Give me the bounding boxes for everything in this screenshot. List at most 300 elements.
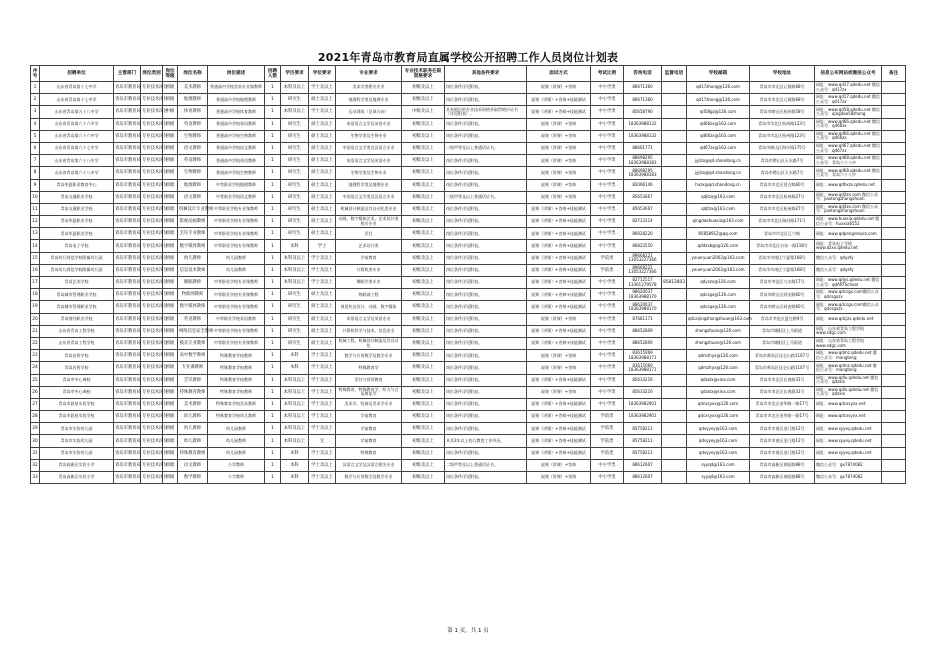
- table-row: [31, 313, 906, 325]
- table-cell: 中等职业学校地理教师: [208, 179, 265, 191]
- table-cell: 青岛市教育局: [114, 179, 141, 191]
- table-cell: 二级甲等及以上普通话证书。: [445, 459, 527, 471]
- table-cell: 青岛市中心聋校: [40, 374, 114, 386]
- table-cell: 幼儿园教师: [208, 423, 265, 435]
- table-cell: 青岛交通职业学校: [40, 191, 114, 203]
- table-cell: 1: [265, 435, 281, 447]
- table-cell: 说课（讲课）+答辩+技能测试: [527, 240, 591, 252]
- table-cell: 数学教师: [178, 472, 208, 484]
- table-cell: 学士及以上: [309, 411, 336, 423]
- table-cell: 岗位条件详见附表。: [445, 240, 527, 252]
- table-cell: 学士及以上: [309, 374, 336, 386]
- table-cell: 82712517 13361279578: [624, 277, 662, 289]
- table-cell: 说课（讲课）+答辩+技能测试: [527, 325, 591, 337]
- table-cell: 美术教师: [178, 398, 208, 410]
- table-cell: 中小学类: [591, 106, 624, 118]
- table-cell: 生物学类及生物专业: [336, 130, 402, 142]
- table-cell: 青岛市高新区春阳路88号: [750, 459, 815, 471]
- table-cell: 美术学、绘画及美术学专业: [336, 398, 402, 410]
- table-cell: 初级: [163, 289, 178, 301]
- table-cell: 硕士及以上: [309, 301, 336, 313]
- table-cell: 初级: [163, 228, 178, 240]
- table-cell: 具有相应的专业技术资格并取得相应证书（详见附表）。: [445, 106, 527, 118]
- table-cell: 1: [265, 289, 281, 301]
- table-cell: 88620037 18363988170: [624, 289, 662, 301]
- table-cell: 硕士及以上: [309, 94, 336, 106]
- table-cell: 初级: [163, 167, 178, 179]
- table-cell: 普通高中学校语文教师: [208, 142, 265, 154]
- table-cell: 岗位条件详见附表。: [445, 130, 527, 142]
- table-cell: 山东省青岛第六十六中学: [40, 118, 114, 130]
- table-cell: 微信公众号：gx7874082: [815, 472, 882, 484]
- table-cell: 1: [265, 142, 281, 154]
- table-cell: 美术教师: [178, 82, 208, 94]
- table-cell: [882, 411, 906, 423]
- table-cell: 青岛市市北区长春路31号: [750, 374, 815, 386]
- table-cell: 1: [265, 203, 281, 215]
- table-cell: [882, 325, 906, 337]
- table-cell: 说课（讲课）+答辩+技能测试: [527, 374, 591, 386]
- table-cell: qdcsgx@126.com: [687, 301, 750, 313]
- table-cell: 研究生: [281, 155, 309, 167]
- table-cell: 网址：www.qdjtzx.com 微信公众号：jiaotongzhongzhuan: [815, 203, 882, 215]
- table-cell: [662, 228, 687, 240]
- table-cell: 网址：www.syyey.qdedu.net: [815, 447, 882, 459]
- table-cell: 网络信息安全教师: [178, 325, 208, 337]
- table-cell: 岗位条件详见附表。: [445, 423, 527, 435]
- table-cell: [882, 228, 906, 240]
- table-cell: [882, 252, 906, 264]
- table-cell: 青岛高新区实验小学: [40, 459, 114, 471]
- table-cell: 中小学类: [591, 203, 624, 215]
- table-cell: 88620037 18363988170: [624, 301, 662, 313]
- table-cell: 初级: [163, 240, 178, 252]
- table-cell: 18363982901: [624, 411, 662, 423]
- table-cell: 青岛市教育局: [114, 106, 141, 118]
- table-cell: 88612607: [624, 472, 662, 484]
- table-cell: 初级: [163, 82, 178, 94]
- table-cell: 中小学类: [591, 82, 624, 94]
- column-header: 学位要求: [309, 66, 336, 82]
- table-cell: 1: [265, 277, 281, 289]
- table-cell: 学士及以上: [309, 447, 336, 459]
- header-row: [31, 66, 906, 82]
- table-cell: 学前类: [591, 411, 624, 423]
- table-cell: 网址：www.qdys.qdedu.net 微信公众号：qdARTSchool: [815, 277, 882, 289]
- table-cell: 岗位条件详见附表。: [445, 374, 527, 386]
- table-cell: 初级及以上: [402, 350, 445, 362]
- table-cell: 特殊教育教师: [178, 386, 208, 398]
- table-cell: [882, 130, 906, 142]
- table-cell: [882, 447, 906, 459]
- table-cell: zhongzhuan@126.com: [687, 337, 750, 349]
- table-cell: 青岛市实验幼儿园: [40, 423, 114, 435]
- table-cell: 初级: [163, 264, 178, 276]
- table-cell: 青岛市教育局: [114, 411, 141, 423]
- table-row: [31, 94, 906, 106]
- table-cell: 学士及以上: [309, 82, 336, 94]
- table-cell: 说课（讲课）+答辩+技能测试: [527, 228, 591, 240]
- table-cell: 初级: [163, 362, 178, 374]
- table-cell: 青岛城市管理职业学校: [40, 289, 114, 301]
- table-cell: 青岛幼儿师范学校附属幼儿园: [40, 264, 114, 276]
- table-cell: 学士及以上: [309, 106, 336, 118]
- table-cell: 动画、数字媒体艺术、艺术设计类相关专业: [336, 216, 402, 228]
- table-cell: 20: [31, 313, 40, 325]
- table-cell: 语文教师: [178, 459, 208, 471]
- table-cell: 说课（讲课）+答辩: [527, 459, 591, 471]
- table-cell: qdsyyey@163.com: [687, 435, 750, 447]
- table-cell: 网址：www.qd68.qdedu.net 微信公众号：青岛六十八中: [815, 155, 882, 167]
- table-cell: 岗位条件详见附表。: [445, 472, 527, 484]
- table-cell: [662, 447, 687, 459]
- table-cell: 本科: [281, 472, 309, 484]
- table-cell: [882, 94, 906, 106]
- table-cell: 岗位条件详见附表。: [445, 350, 527, 362]
- table-cell: 专业技术岗位: [141, 191, 163, 203]
- table-cell: 青岛市教育局: [114, 313, 141, 325]
- table-cell: 初级及以上: [402, 301, 445, 313]
- table-cell: 说课（讲课）+答辩+技能测试: [527, 411, 591, 423]
- table-cell: 计算机类专业: [336, 264, 402, 276]
- table-cell: 1: [265, 313, 281, 325]
- table-cell: 初级及以上: [402, 277, 445, 289]
- table-cell: 地理科学类及地理专业: [336, 94, 402, 106]
- table-cell: 初级: [163, 313, 178, 325]
- table-cell: 本科及以上: [281, 423, 309, 435]
- table-cell: 青岛艺术学校: [40, 277, 114, 289]
- table-cell: qd17zhong@126.com: [687, 94, 750, 106]
- table-cell: 学士及以上: [309, 362, 336, 374]
- table-cell: 青岛市崂山区天水路7号: [750, 155, 815, 167]
- table-cell: 中小学类: [591, 179, 624, 191]
- table-cell: qd17zhong@126.com: [687, 82, 750, 94]
- table-cell: 初级: [163, 301, 178, 313]
- table-cell: 21: [31, 325, 40, 337]
- table-cell: 中小学类: [591, 94, 624, 106]
- table-cell: 中等职业学校专业课教师: [208, 228, 265, 240]
- table-cell: 青岛市教育局: [114, 423, 141, 435]
- table-cell: 专业技术岗位: [141, 472, 163, 484]
- table-cell: 幼儿教师: [178, 411, 208, 423]
- table-cell: 青岛市教育局: [114, 472, 141, 484]
- table-cell: 专业技术岗位: [141, 398, 163, 410]
- table-cell: 网址：www.qdpengrenpro.com: [815, 228, 882, 240]
- table-cell: 说课（讲课）+答辩+技能测试: [527, 423, 591, 435]
- table-cell: 岗位条件详见附表。: [445, 337, 527, 349]
- table-cell: 初级及以上: [402, 179, 445, 191]
- table-cell: 青岛市李沧区夏庄路9号: [750, 313, 815, 325]
- table-cell: [662, 264, 687, 276]
- table-cell: 初级: [163, 472, 178, 484]
- table-cell: 初级: [163, 398, 178, 410]
- column-header: 面试方式: [527, 66, 591, 82]
- table-cell: 1: [265, 447, 281, 459]
- table-cell: 专业技术岗位: [141, 289, 163, 301]
- table-cell: 1: [265, 216, 281, 228]
- table-cell: 运动训练（足球方向）: [336, 106, 402, 118]
- table-cell: 青岛市市北区杭州路123号: [750, 118, 815, 130]
- table-cell: 初级及以上: [402, 411, 445, 423]
- table-cell: 青岛市崂山区同安路60号: [750, 289, 815, 301]
- table-cell: 学士及以上: [309, 398, 336, 410]
- table-cell: 青岛市教育局: [114, 130, 141, 142]
- table-cell: 专业技术岗位: [141, 130, 163, 142]
- table-cell: 说课（讲课）+答辩: [527, 350, 591, 362]
- table-cell: 说课（讲课）+答辩: [527, 82, 591, 94]
- table-cell: 85812803: [662, 277, 687, 289]
- table-cell: 硕士及以上: [309, 191, 336, 203]
- table-cell: 小学教师: [208, 472, 265, 484]
- table-cell: 本科: [281, 362, 309, 374]
- table-cell: 中等职业学校专业课教师: [208, 203, 265, 215]
- table-cell: 说课（讲课）+答辩+技能测试: [527, 252, 591, 264]
- table-cell: 说课（讲课）+答辩: [527, 313, 591, 325]
- table-cell: [882, 167, 906, 179]
- table-cell: 青岛市崂山区松岭路58号: [750, 106, 815, 118]
- column-header: 招聘人数: [265, 66, 281, 82]
- table-cell: 本科: [281, 350, 309, 362]
- table-cell: 青岛市教育局: [114, 350, 141, 362]
- table-cell: [882, 459, 906, 471]
- table-cell: 学前教育: [336, 411, 402, 423]
- table-cell: 青岛市市北区杭州路27号: [750, 203, 815, 215]
- table-cell: 岗位条件详见附表。: [445, 447, 527, 459]
- table-cell: 青岛市市北区辽源路68号: [750, 94, 815, 106]
- table-cell: 模具专业教师: [178, 337, 208, 349]
- table-cell: 青岛幼儿师范学校附属幼儿园: [40, 252, 114, 264]
- table-cell: [662, 179, 687, 191]
- table-cell: 1: [265, 423, 281, 435]
- table-cell: 1: [265, 240, 281, 252]
- table-cell: 初级及以上: [402, 264, 445, 276]
- table-cell: 美术学类相关专业: [336, 82, 402, 94]
- table-cell: 普通高中学校体育教师: [208, 106, 265, 118]
- table-cell: 网址：山东省青岛工程学校 www.sdgc.com: [815, 337, 882, 349]
- table-cell: 青岛市教育局: [114, 264, 141, 276]
- table-cell: zhongzhuan@126.com: [687, 325, 750, 337]
- table-cell: [882, 106, 906, 118]
- table-cell: 中小学类: [591, 362, 624, 374]
- table-cell: 中等职业学校专业课教师: [208, 325, 265, 337]
- table-cell: 86823550: [624, 240, 662, 252]
- table-cell: 青岛市教育局: [114, 142, 141, 154]
- table-cell: 初级及以上: [402, 82, 445, 94]
- table-cell: 青岛市教育局: [114, 155, 141, 167]
- table-cell: 专业技术岗位: [141, 228, 163, 240]
- table-row: [31, 228, 906, 240]
- table-cell: 25: [31, 374, 40, 386]
- table-cell: [662, 252, 687, 264]
- table-cell: 网址：www.qd68.qdedu.net 微信公众号：青岛六十八中: [815, 167, 882, 179]
- table-row: [31, 118, 906, 130]
- table-cell: 数学与应用数学及数学专业: [336, 472, 402, 484]
- table-cell: 研究生: [281, 228, 309, 240]
- table-cell: 说课（讲课）+答辩+技能测试: [527, 216, 591, 228]
- column-header: 考试比例: [591, 66, 624, 82]
- table-cell: 中小学类: [591, 118, 624, 130]
- column-header: 咨询电话: [624, 66, 662, 82]
- table-cell: 数字媒体教师: [178, 301, 208, 313]
- table-cell: 研究生: [281, 289, 309, 301]
- table-cell: 中等职业学校专业课教师: [208, 277, 265, 289]
- table-cell: 说课（讲课）+答辩+技能测试: [527, 301, 591, 313]
- table-cell: qddzxbgs@126.com: [687, 240, 750, 252]
- table-cell: 硕士及以上: [309, 130, 336, 142]
- table-cell: 初级: [163, 252, 178, 264]
- table-cell: 硕士及以上: [309, 203, 336, 215]
- table-cell: 13: [31, 228, 40, 240]
- table-cell: 说课（讲课）+答辩+技能测试: [527, 289, 591, 301]
- table-cell: 硕士及以上: [309, 167, 336, 179]
- table-cell: 专业技术岗位: [141, 411, 163, 423]
- table-cell: 初级及以上: [402, 203, 445, 215]
- table-cell: 说课（讲课）+答辩+技能测试: [527, 277, 591, 289]
- table-cell: 青岛市黄岛区昆仑山路1107号: [750, 362, 815, 374]
- table-cell: 研究生: [281, 118, 309, 130]
- table-cell: 专业技术岗位: [141, 313, 163, 325]
- table-row: [31, 447, 906, 459]
- table-cell: qdjtzx@163.com: [687, 191, 750, 203]
- table-row: [31, 472, 906, 484]
- table-cell: 舞蹈教师: [178, 277, 208, 289]
- table-cell: 初级: [163, 386, 178, 398]
- table-cell: 青岛市教育局: [114, 82, 141, 94]
- table-cell: 85758211: [624, 447, 662, 459]
- table-cell: 普通高中学校美术专业课教师: [208, 82, 265, 94]
- table-cell: 岗位条件详见附表。: [445, 252, 527, 264]
- table-cell: 中小学类: [591, 289, 624, 301]
- table-cell: [662, 203, 687, 215]
- column-header: 主管部门: [114, 66, 141, 82]
- table-cell: 中国语言文学类及汉语言专业: [336, 142, 402, 154]
- table-cell: qdjtzx@163.com: [687, 203, 750, 215]
- table-cell: 本科及以上: [281, 398, 309, 410]
- table-cell: 青岛财经职业学校: [40, 313, 114, 325]
- table-cell: 10: [31, 191, 40, 203]
- table-cell: [882, 142, 906, 154]
- table-cell: 学士及以上: [309, 423, 336, 435]
- table-cell: 88652809: [624, 325, 662, 337]
- table-cell: 岗位条件详见附表。: [445, 289, 527, 301]
- table-cell: 中小学类: [591, 130, 624, 142]
- table-cell: 说课（讲课）+答辩: [527, 130, 591, 142]
- table-cell: 89668221 13053227366: [624, 252, 662, 264]
- table-cell: [882, 277, 906, 289]
- table-cell: 学前类: [591, 423, 624, 435]
- table-row: [31, 423, 906, 435]
- table-cell: 本科及以上: [281, 435, 309, 447]
- table-cell: [662, 459, 687, 471]
- table-cell: 初级: [163, 277, 178, 289]
- table-cell: qdyszx@126.com: [687, 277, 750, 289]
- table-cell: 岗位条件详见附表。: [445, 411, 527, 423]
- table-cell: 初级及以上: [402, 447, 445, 459]
- table-cell: 研究生: [281, 130, 309, 142]
- table-cell: 专业技术岗位: [141, 94, 163, 106]
- table-cell: 青岛市教育局: [114, 252, 141, 264]
- table-cell: 中小学类: [591, 386, 624, 398]
- table-cell: 青岛市市南区宁夏路168号: [750, 264, 815, 276]
- table-cell: [882, 337, 906, 349]
- table-cell: [882, 264, 906, 276]
- table-cell: 82713114: [624, 216, 662, 228]
- table-cell: 中小学类: [591, 325, 624, 337]
- table-cell: 学士及以上: [309, 252, 336, 264]
- table-cell: 初级: [163, 179, 178, 191]
- table-cell: 青岛市教育局: [114, 203, 141, 215]
- table-cell: 青岛市教育局: [114, 386, 141, 398]
- table-cell: youeryuan2002@163.com: [687, 252, 750, 264]
- table-cell: 数学与应用数学及数学专业: [336, 350, 402, 362]
- table-cell: 网址：www.syyey.qdedu.net: [815, 423, 882, 435]
- table-cell: [882, 82, 906, 94]
- table-cell: 网址：www.qdmz.qdedu.net 微信公众号：mangtong: [815, 350, 882, 362]
- table-row: [31, 337, 906, 349]
- table-cell: [882, 398, 906, 410]
- table-cell: 研究生: [281, 179, 309, 191]
- table-cell: 5: [31, 130, 40, 142]
- table-cell: 无: [309, 435, 336, 447]
- table-cell: 18363988132: [624, 118, 662, 130]
- table-cell: 1: [265, 362, 281, 374]
- table-cell: 幼儿教师: [178, 423, 208, 435]
- table-cell: 青岛市市北区金华路一路17号: [750, 398, 815, 410]
- table-cell: 初级及以上: [402, 289, 445, 301]
- table-cell: 岗位条件详见附表。: [445, 386, 527, 398]
- column-header: 监督电话: [662, 66, 687, 82]
- table-cell: 网址：www.qdcsgx.com微信公众号：qdcsgxzx: [815, 289, 882, 301]
- table-cell: 初级: [163, 337, 178, 349]
- table-row: [31, 130, 906, 142]
- table-row: [31, 350, 906, 362]
- table-cell: [882, 313, 906, 325]
- table-cell: 英语教师: [178, 118, 208, 130]
- column-header: 岗位类别: [141, 66, 163, 82]
- table-cell: 学士及以上: [309, 459, 336, 471]
- table-cell: 数字媒体教师: [178, 240, 208, 252]
- column-header: 岗位描述: [208, 66, 265, 82]
- table-cell: 岗位条件详见附表。: [445, 82, 527, 94]
- table-cell: 青岛市教育局: [114, 435, 141, 447]
- table-cell: 说课（讲课）+答辩: [527, 167, 591, 179]
- table-cell: 网址：www.qdlx.qdedu.net 微信公众号：qdzxlx: [815, 374, 882, 386]
- table-cell: [662, 216, 687, 228]
- table-cell: 岗位条件详见附表。: [445, 203, 527, 215]
- table-cell: 学前类: [591, 264, 624, 276]
- table-cell: 青岛市市北区杭州路27号: [750, 191, 815, 203]
- table-cell: 岗位条件详见附表。: [445, 167, 527, 179]
- table-cell: 1: [265, 179, 281, 191]
- table-cell: 物联网教师: [178, 289, 208, 301]
- table-cell: 青岛市市南区金门路12号: [750, 447, 815, 459]
- table-cell: 烹饪: [336, 228, 402, 240]
- table-cell: 青岛市晨星实验学校: [40, 398, 114, 410]
- column-header: 学历要求: [281, 66, 309, 82]
- table-cell: 初级及以上: [402, 386, 445, 398]
- table-cell: 1: [265, 155, 281, 167]
- table-cell: 特殊教育、特殊教育学、听力与言语康复学: [336, 386, 402, 398]
- table-cell: 学士及以上: [309, 277, 336, 289]
- table-cell: [882, 362, 906, 374]
- table-cell: 1: [265, 398, 281, 410]
- table-cell: 中小学类: [591, 301, 624, 313]
- table-cell: 硕士及以上: [309, 337, 336, 349]
- table-cell: 青岛市李沧区九水路17号: [750, 277, 815, 289]
- table-row: [31, 398, 906, 410]
- table-cell: 专业技术岗位: [141, 459, 163, 471]
- table-cell: 青岛市教育局: [114, 191, 141, 203]
